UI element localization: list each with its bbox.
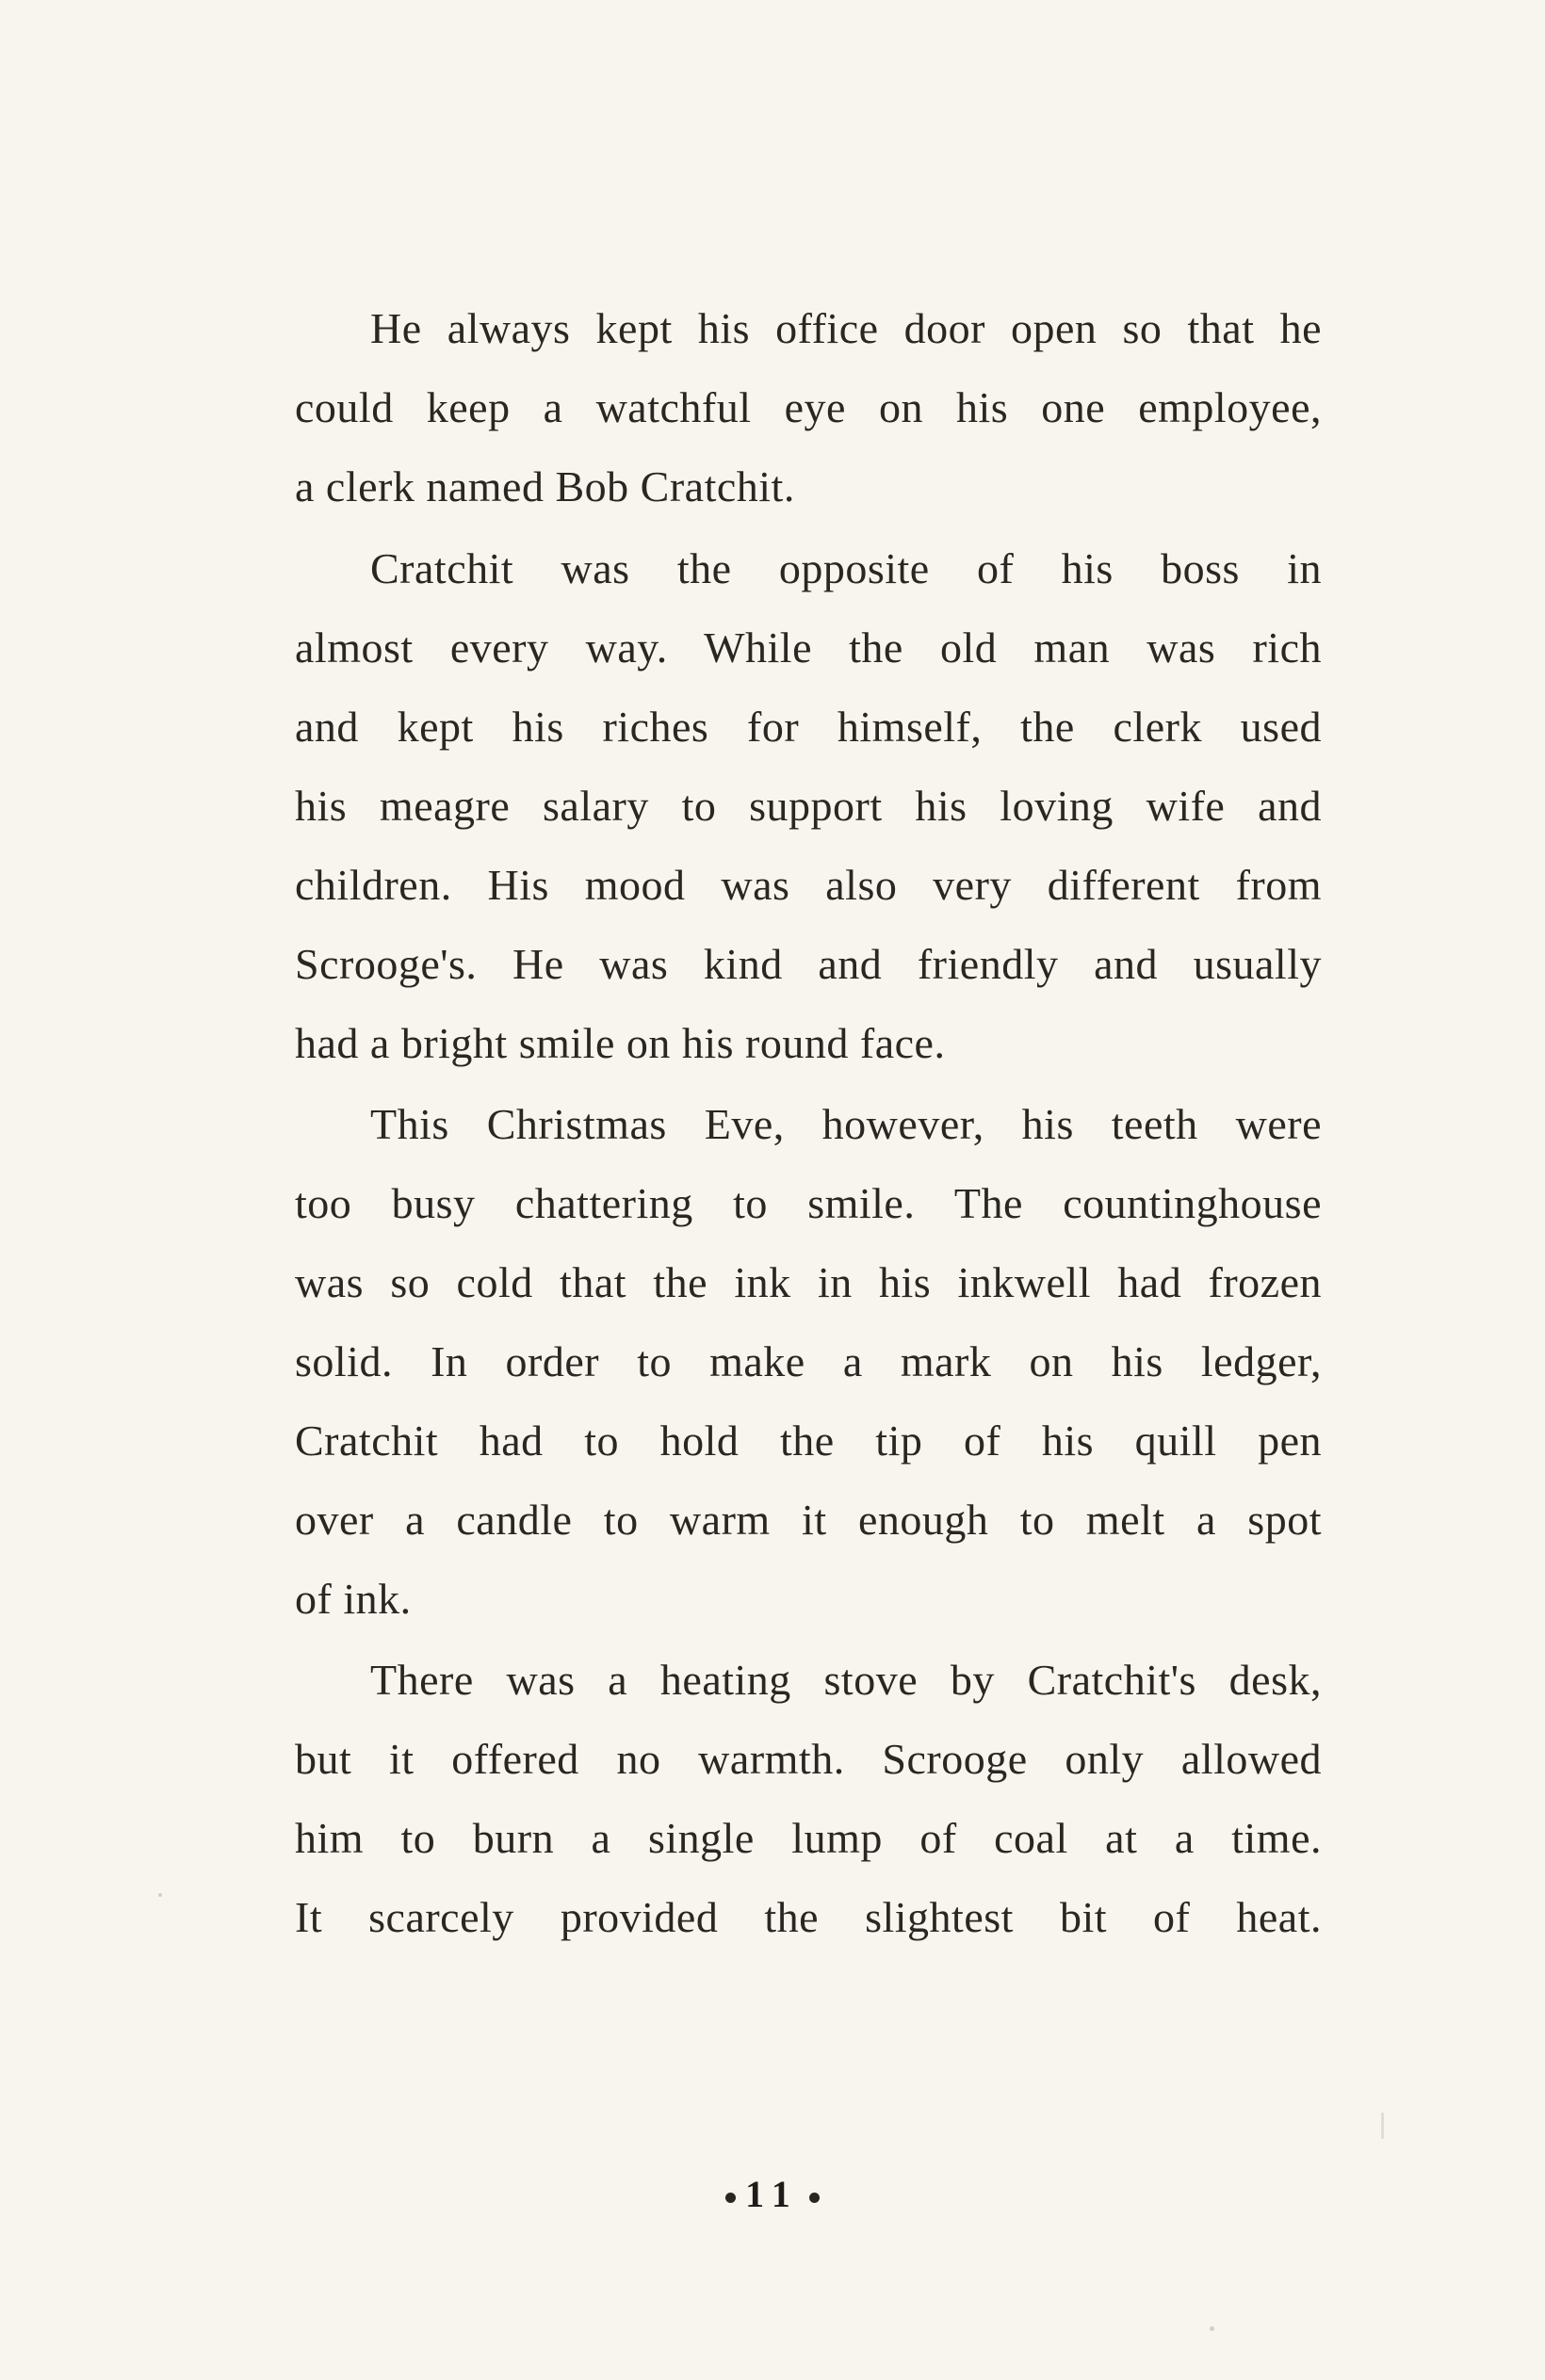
text-line: over a candle to warm it enough to melt a spot: [295, 1496, 1322, 1544]
text-line: solid. In order to make a mark on his ledger,: [295, 1337, 1322, 1385]
text-line: There was a heating stove by Cratchit's desk,: [370, 1656, 1322, 1704]
paper-mark: [1381, 2113, 1384, 2139]
text-line: was so cold that the ink in his inkwell had frozen: [295, 1258, 1322, 1306]
text-line: but it offered no warmth. Scrooge only allowed: [295, 1735, 1322, 1783]
text-line: Cratchit was the opposite of his boss in: [370, 544, 1322, 592]
paper-speck: [158, 1893, 162, 1897]
text-line: This Christmas Eve, however, his teeth were: [370, 1100, 1322, 1148]
paper-speck: [1210, 2326, 1214, 2331]
text-line: almost every way. While the old man was rich: [295, 623, 1322, 672]
text-line: could keep a watchful eye on his one employee,: [295, 383, 1322, 431]
text-line: a clerk named Bob Cratchit.: [295, 462, 795, 510]
text-line: too busy chattering to smile. The countinghouse: [295, 1179, 1322, 1227]
bullet-icon: [725, 2193, 736, 2203]
text-line: It scarcely provided the slightest bit of heat.: [295, 1893, 1322, 1941]
text-line: him to burn a single lump of coal at a time.: [295, 1814, 1322, 1862]
text-line: and kept his riches for himself, the clerk used: [295, 703, 1322, 751]
text-line: Cratchit had to hold the tip of his quill pen: [295, 1417, 1322, 1465]
text-line: had a bright smile on his round face.: [295, 1019, 946, 1067]
page-number: [0, 2173, 1545, 2215]
bullet-icon: [809, 2193, 820, 2203]
text-line: his meagre salary to support his loving wife and: [295, 782, 1322, 830]
text-line: He always kept his office door open so that he: [370, 304, 1322, 352]
text-line: of ink.: [295, 1575, 412, 1623]
text-line: Scrooge's. He was kind and friendly and usually: [295, 940, 1322, 988]
text-line: children. His mood was also very different from: [295, 861, 1322, 909]
page-number-text: 11: [745, 2173, 800, 2215]
